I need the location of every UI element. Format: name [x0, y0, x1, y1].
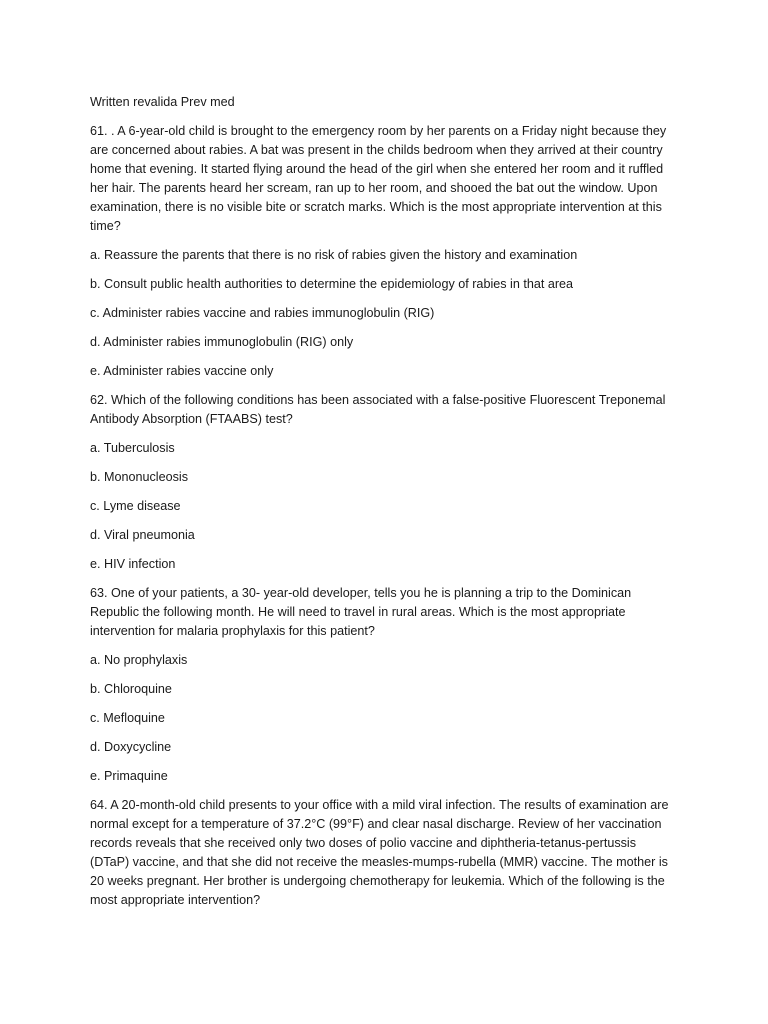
question-61-stem: 61. . A 6-year-old child is brought to the emergency room by her parents on a Friday night because they are concerned about rabies. A bat was present in the childs bedroom when they arrived at their country home that evening. It started flying around the head of the girl when she entered her room and it ruffled her hair. The parents heard her scream, ran up to her room, and shooed the bat out the window. Upon examination, there is no visible bite or scratch marks. Which is the most appropriate intervention at this time? — [90, 124, 667, 233]
question-62-option-b: b. Mononucleosis — [90, 470, 189, 484]
question-64-stem: 64. A 20-month-old child presents to your office with a mild viral infection. The results of examination are normal except for a temperature of 37.2°C (99°F) and clear nasal discharge. Review of her vaccination records reveals that she received only two doses of polio vaccine and diphtheria-tetanus-pertussis (DTaP) vaccine, and that she did not receive the measles-mumps-rubella (MMR) vaccine. The mother is 20 weeks pregnant. Her brother is undergoing chemotherapy for leukemia. Which of the following is the most appropriate intervention? — [90, 798, 669, 907]
question-63-option-a: a. No prophylaxis — [90, 653, 188, 667]
question-61-option-d: d. Administer rabies immunoglobulin (RIG) only — [90, 335, 354, 349]
question-61-option-a: a. Reassure the parents that there is no risk of rabies given the history and examination — [90, 248, 578, 262]
question-62-option-d: d. Viral pneumonia — [90, 528, 195, 542]
document-title: Written revalida Prev med — [90, 95, 235, 109]
question-62-option-c: c. Lyme disease — [90, 499, 181, 513]
question-63-option-d: d. Doxycycline — [90, 740, 172, 754]
question-63-option-b: b. Chloroquine — [90, 682, 172, 696]
question-61-option-b: b. Consult public health authorities to determine the epidemiology of rabies in that area — [90, 277, 574, 291]
document-page — [90, 93, 676, 920]
question-61-option-e: e. Administer rabies vaccine only — [90, 364, 274, 378]
question-63-stem: 63. One of your patients, a 30- year-old developer, tells you he is planning a trip to the Dominican Republic the following month. He will need to travel in rural areas. Which is the most appropriate intervention for malaria prophylaxis for this patient? — [90, 586, 632, 638]
question-62-option-a: a. Tuberculosis — [90, 441, 175, 455]
question-62-option-e: e. HIV infection — [90, 557, 176, 571]
question-63-option-e: e. Primaquine — [90, 769, 168, 783]
question-61-option-c: c. Administer rabies vaccine and rabies immunoglobulin (RIG) — [90, 306, 435, 320]
question-63-option-c: c. Mefloquine — [90, 711, 165, 725]
question-62-stem: 62. Which of the following conditions has been associated with a false-positive Fluorescent Treponemal Antibody Absorption (FTAABS) test? — [90, 393, 666, 426]
